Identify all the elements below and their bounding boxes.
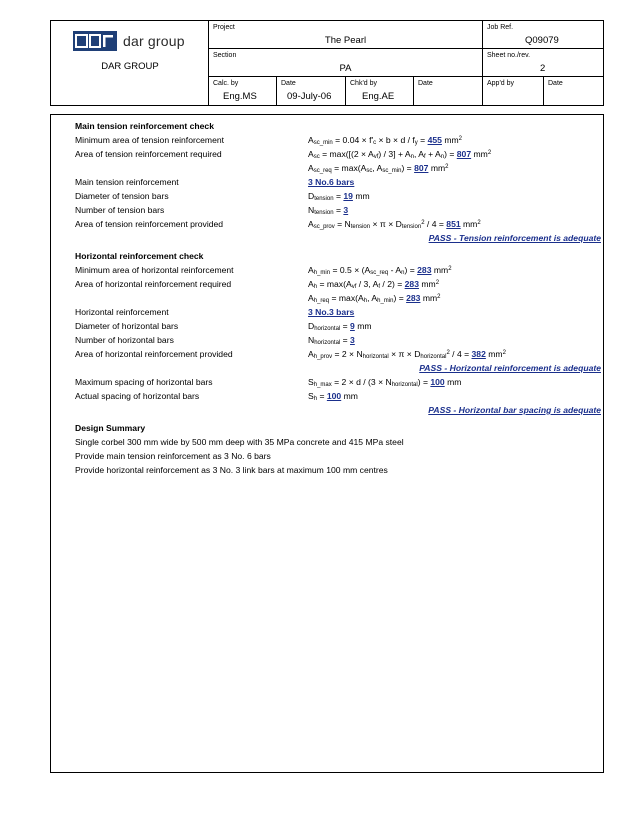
date-value: 09-July-06 bbox=[287, 91, 332, 102]
horizontal-min-value: 283 bbox=[417, 265, 432, 275]
approved-date-cell bbox=[544, 77, 604, 106]
tension-req-value: 807 bbox=[456, 149, 472, 159]
project-cell bbox=[209, 21, 483, 49]
horizontal-req-label: Area of horizontal reinforcement required bbox=[75, 279, 232, 289]
company-name: DAR GROUP bbox=[101, 61, 159, 72]
tension-dia-label: Diameter of tension bars bbox=[75, 191, 169, 201]
project-value: The Pearl bbox=[324, 35, 367, 46]
horizontal-dia-eq: $D_{horizontal} = 9$ mm bbox=[308, 321, 372, 332]
tension-num-value: 3 bbox=[343, 205, 349, 215]
horizontal-pass: PASS - Horizontal reinforcement is adequate bbox=[419, 363, 601, 373]
checked-label: Chk'd by bbox=[350, 80, 378, 87]
jobref-label: Job Ref. bbox=[487, 24, 514, 31]
summary-line-1: Single corbel 300 mm wide by 500 mm deep with 35 MPa concrete and 415 MPa steel bbox=[75, 437, 404, 447]
horizontal-maxsp-label: Maximum spacing of horizontal bars bbox=[75, 377, 213, 387]
sheet-cell bbox=[483, 49, 604, 77]
horizontal-dia-label: Diameter of horizontal bars bbox=[75, 321, 179, 331]
horizontal-min-label: Minimum area of horizontal reinforcement bbox=[75, 265, 234, 275]
tension-min-label: Minimum area of tension reinforcement bbox=[75, 135, 225, 145]
tension-req2-value: 807 bbox=[414, 163, 429, 173]
tension-req-label: Area of tension reinforcement required bbox=[75, 149, 222, 159]
horizontal-num-value: 3 bbox=[350, 335, 355, 345]
tension-prov-value: 851 bbox=[446, 219, 461, 229]
tension-prov-eq: $A_{sc\_prov} = N_{tension} \times \pi \times D_{tension}^2 / 4 = 851$ $mm^2$ bbox=[308, 219, 481, 230]
horizontal-maxsp-eq: $S_{h\_max} = 2 \times d / (3 \times N_{horizontal}) = 100$ mm bbox=[308, 377, 462, 388]
horizontal-num-label: Number of horizontal bars bbox=[75, 335, 174, 345]
approved-label: App'd by bbox=[487, 80, 515, 87]
date-label: Date bbox=[281, 80, 296, 87]
approved-date-label: Date bbox=[548, 80, 563, 87]
date-cell bbox=[277, 77, 346, 106]
summary-heading: Design Summary bbox=[75, 423, 146, 433]
horizontal-req2-eq: $A_{h\_req} = \max(A_h$, $A_{h\_min}) = 283$ $mm^2$ bbox=[308, 293, 441, 304]
jobref-value: Q09079 bbox=[525, 35, 559, 46]
tension-main-label: Main tension reinforcement bbox=[75, 177, 179, 187]
tension-req2-eq: $A_{sc\_req} = \max(A_{sc}$, $A_{sc\_min}) = 807$ $mm^2$ bbox=[308, 163, 449, 174]
checked-cell bbox=[346, 77, 414, 106]
tension-num-label: Number of tension bars bbox=[75, 205, 165, 215]
horizontal-prov-eq: $A_{h\_prov} = 2 \times N_{horizontal} \times \pi \times D_{horizontal}^2 / 4 = 382$ $mm^2$ bbox=[308, 349, 506, 360]
sheet-value: 2 bbox=[540, 63, 546, 74]
tension-pass: PASS - Tension reinforcement is adequate bbox=[428, 233, 601, 243]
horizontal-req-eq: $A_h = \max(A_{vf} / 3$, $A_f / 2) = 283$ $mm^2$ bbox=[308, 279, 440, 290]
horizontal-heading: Horizontal reinforcement check bbox=[75, 251, 204, 261]
tension-min-value: 455 bbox=[427, 135, 442, 145]
tension-req-eq: $A_{sc} = \max([(2 \times A_{vf}) / 3] + A_n$, $A_f + A_n) = 807$ $mm^2$ bbox=[308, 149, 492, 160]
brand-name: dar group bbox=[123, 33, 185, 49]
horizontal-prov-label: Area of horizontal reinforcement provided bbox=[75, 349, 233, 359]
horizontal-main-label: Horizontal reinforcement bbox=[75, 307, 169, 317]
horizontal-maxsp-value: 100 bbox=[430, 377, 445, 387]
jobref-cell bbox=[483, 21, 604, 49]
tension-prov-label: Area of tension reinforcement provided bbox=[75, 219, 224, 229]
project-label: Project bbox=[213, 24, 235, 31]
check-date-label: Date bbox=[418, 80, 433, 87]
horizontal-num-eq: $N_{horizontal} = 3$ bbox=[308, 335, 355, 346]
sheet-label: Sheet no./rev. bbox=[487, 52, 531, 59]
dar-logo-icon bbox=[73, 31, 117, 51]
horizontal-actsp-value: 100 bbox=[326, 391, 342, 401]
tension-num-eq: $N_{tension} = 3$ bbox=[308, 205, 349, 216]
horizontal-spacing-pass: PASS - Horizontal bar spacing is adequate bbox=[428, 405, 601, 415]
section-label: Section bbox=[213, 52, 237, 59]
tension-dia-value: 19 bbox=[343, 191, 353, 201]
title-block bbox=[50, 20, 604, 106]
calc-label: Calc. by bbox=[213, 80, 239, 87]
tension-dia-eq: $D_{tension} = 19$ mm bbox=[308, 191, 370, 202]
calc-cell bbox=[209, 77, 277, 106]
horizontal-prov-value: 382 bbox=[471, 349, 486, 359]
check-date-cell bbox=[414, 77, 483, 106]
horizontal-req2-value: 283 bbox=[406, 293, 421, 303]
tension-main-value: 3 No.6 bars bbox=[308, 177, 355, 187]
approved-cell bbox=[483, 77, 544, 106]
summary-line-2: Provide main tension reinforcement as 3 No. 6 bars bbox=[75, 451, 271, 461]
horizontal-main-value: 3 No.3 bars bbox=[308, 307, 355, 317]
summary-line-3: Provide horizontal reinforcement as 3 No. 3 link bars at maximum 100 mm centres bbox=[75, 465, 388, 475]
horizontal-dia-value: 9 bbox=[350, 321, 355, 331]
horizontal-req-value: 283 bbox=[404, 279, 419, 289]
horizontal-actsp-label: Actual spacing of horizontal bars bbox=[75, 391, 200, 401]
horizontal-actsp-eq: $S_h = 100$ mm bbox=[308, 391, 358, 402]
section-value: PA bbox=[339, 63, 352, 74]
checked-value: Eng.AE bbox=[362, 91, 395, 102]
section-cell bbox=[209, 49, 483, 77]
tension-min-eq: $A_{sc\_min} = 0.04 \times f'_c \times b \times d / f_y = 455$ $mm^2$ bbox=[308, 135, 462, 146]
tension-heading: Main tension reinforcement check bbox=[75, 121, 214, 131]
horizontal-min-eq: $A_{h\_min} = 0.5 \times (A_{sc\_req} - A_n) = 283$ $mm^2$ bbox=[308, 265, 452, 276]
logo-cell bbox=[51, 21, 209, 106]
calc-value: Eng.MS bbox=[223, 91, 257, 102]
company-logo bbox=[73, 31, 185, 51]
calculation-sheet bbox=[50, 114, 604, 773]
